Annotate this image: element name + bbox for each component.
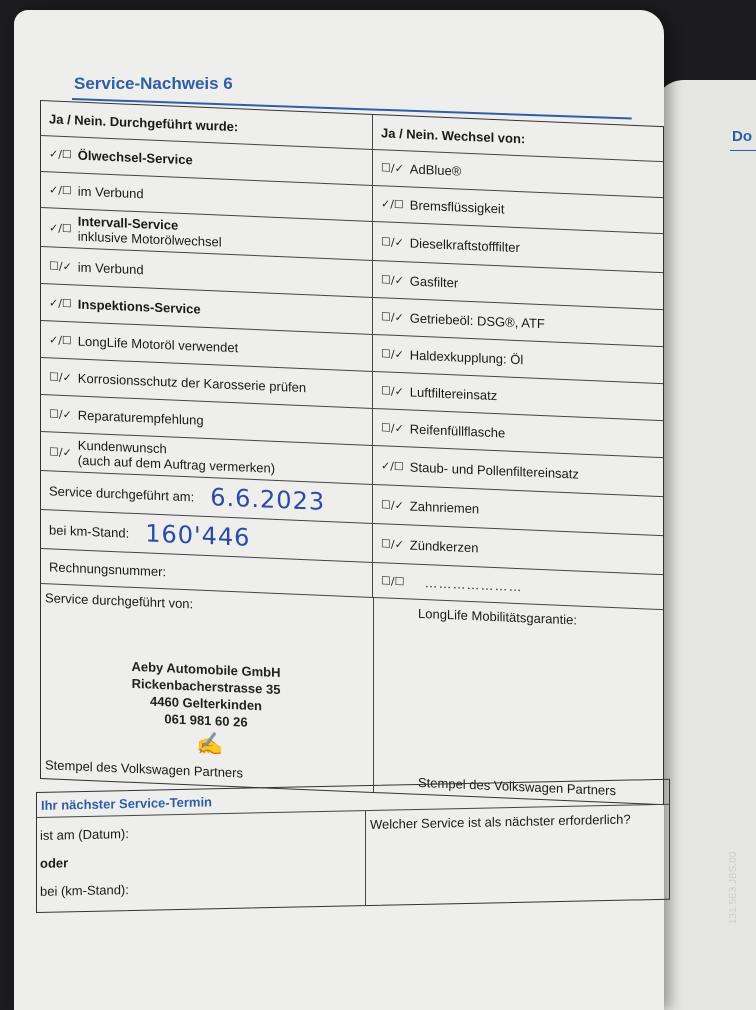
km-value[interactable]: 160'446 xyxy=(145,519,251,552)
row-label: Staub- und Pollenfiltereinsatz xyxy=(409,458,579,482)
stamp-caption-left: Stempel des Volkswagen Partners xyxy=(45,757,243,781)
title-underline xyxy=(730,150,756,151)
row-label: LongLife Motoröl verwendet xyxy=(77,333,239,355)
service-table xyxy=(40,100,664,805)
checkbox-pair[interactable]: ✓/☐ xyxy=(381,197,404,212)
next-date-label: ist am (Datum): xyxy=(40,826,129,843)
row-label: Ölwechsel-Service xyxy=(77,147,193,168)
or-label: oder xyxy=(40,855,69,871)
checkbox-pair[interactable]: ✓/☐ xyxy=(49,332,72,347)
checkbox-pair[interactable]: ✓/☐ xyxy=(49,295,72,310)
row-label: Zündkerzen xyxy=(409,536,479,555)
row-label: Gasfilter xyxy=(409,272,459,291)
header-right: Ja / Nein. Wechsel von: xyxy=(381,124,526,146)
next-service-question: Welcher Service ist als nächster erforderlich? xyxy=(370,811,631,833)
checkbox-pair[interactable]: ☐/✓ xyxy=(381,383,404,398)
stamp-row xyxy=(41,584,663,804)
checkbox-pair[interactable]: ☐/✓ xyxy=(381,536,404,551)
next-service-heading: Ihr nächster Service-Termin xyxy=(37,780,669,818)
checkbox-pair[interactable]: ☐/✓ xyxy=(381,272,404,287)
dotted-line: ………………… xyxy=(424,574,523,594)
checkbox-pair[interactable]: ☐/✓ xyxy=(49,258,72,273)
km-label: bei km-Stand: xyxy=(49,521,130,541)
row-sublabel: inklusive Motorölwechsel xyxy=(77,228,222,250)
row-label: Intervall-Service xyxy=(77,213,179,233)
checkbox-pair[interactable]: ☐/✓ xyxy=(381,497,404,512)
service-date-label: Service durchgeführt am: xyxy=(49,482,195,504)
checkbox-pair[interactable]: ☐/✓ xyxy=(381,346,404,361)
row-label: Kundenwunsch xyxy=(77,437,167,457)
checkbox-pair[interactable]: ✓/☐ xyxy=(381,458,404,473)
row-label: Getriebeöl: DSG®, ATF xyxy=(409,309,545,331)
performed-by-label: Service durchgeführt von: xyxy=(45,590,194,612)
service-date-value[interactable]: 6.6.2023 xyxy=(210,483,326,516)
next-service-box xyxy=(36,779,670,913)
row-sublabel: (auch auf dem Auftrag vermerken) xyxy=(77,452,276,476)
stamp-line: 061 981 60 26 xyxy=(164,711,248,730)
row-label: im Verbund xyxy=(77,183,144,202)
row-label: AdBlue® xyxy=(409,161,462,179)
stamp-line: Aeby Automobile GmbH xyxy=(131,658,281,681)
checkbox-pair[interactable]: ☐/✓ xyxy=(381,234,404,249)
checkbox-pair[interactable]: ☐/✓ xyxy=(381,309,404,324)
dealer-stamp xyxy=(91,656,321,734)
row-label: Reparaturempfehlung xyxy=(77,407,204,428)
header-left: Ja / Nein. Durchgeführt wurde: xyxy=(41,101,373,149)
checkbox-pair[interactable]: ☐/✓ xyxy=(381,420,404,435)
signature-mark: ✍ xyxy=(196,730,224,757)
next-page-title: Do xyxy=(732,128,752,145)
stamp-caption-right: Stempel des Volkswagen Partners xyxy=(418,774,616,799)
next-km-label: bei (km-Stand): xyxy=(40,882,129,899)
row-label: im Verbund xyxy=(77,259,144,277)
checkbox-pair[interactable]: ☐/☐ xyxy=(381,573,405,588)
row-label: Bremsflüssigkeit xyxy=(409,197,505,217)
row-label: Korrosionsschutz der Karosserie prüfen xyxy=(77,370,307,395)
row-label: Inspektions-Service xyxy=(77,296,201,317)
checkbox-pair[interactable]: ✓/☐ xyxy=(49,183,72,198)
row-label: Reifenfüllflasche xyxy=(409,420,506,440)
page-title: Service-Nachweis 6 xyxy=(74,74,233,93)
checkbox-pair[interactable]: ☐/✓ xyxy=(49,406,72,421)
invoice-label: Rechnungsnummer: xyxy=(49,558,167,579)
checkbox-pair[interactable]: ☐/✓ xyxy=(49,444,72,459)
row-label: Haldexkupplung: Öl xyxy=(409,346,524,367)
row-label: Luftfiltereinsatz xyxy=(409,383,498,403)
side-print-code: 131.5E3.JBS.00 xyxy=(728,851,739,924)
checkbox-pair[interactable]: ✓/☐ xyxy=(49,147,72,162)
stamp-line: 4460 Gelterkinden xyxy=(150,693,262,714)
checkbox-pair[interactable]: ☐/✓ xyxy=(381,161,404,176)
row-label: Zahnriemen xyxy=(409,497,480,516)
checkbox-pair[interactable]: ✓/☐ xyxy=(49,220,72,235)
row-label: Dieselkraftstofffilter xyxy=(409,234,520,255)
stamp-line: Rickenbacherstrasse 35 xyxy=(131,675,281,698)
longlife-label: LongLife Mobilitätsgarantie: xyxy=(418,605,577,628)
checkbox-pair[interactable]: ☐/✓ xyxy=(49,369,72,384)
